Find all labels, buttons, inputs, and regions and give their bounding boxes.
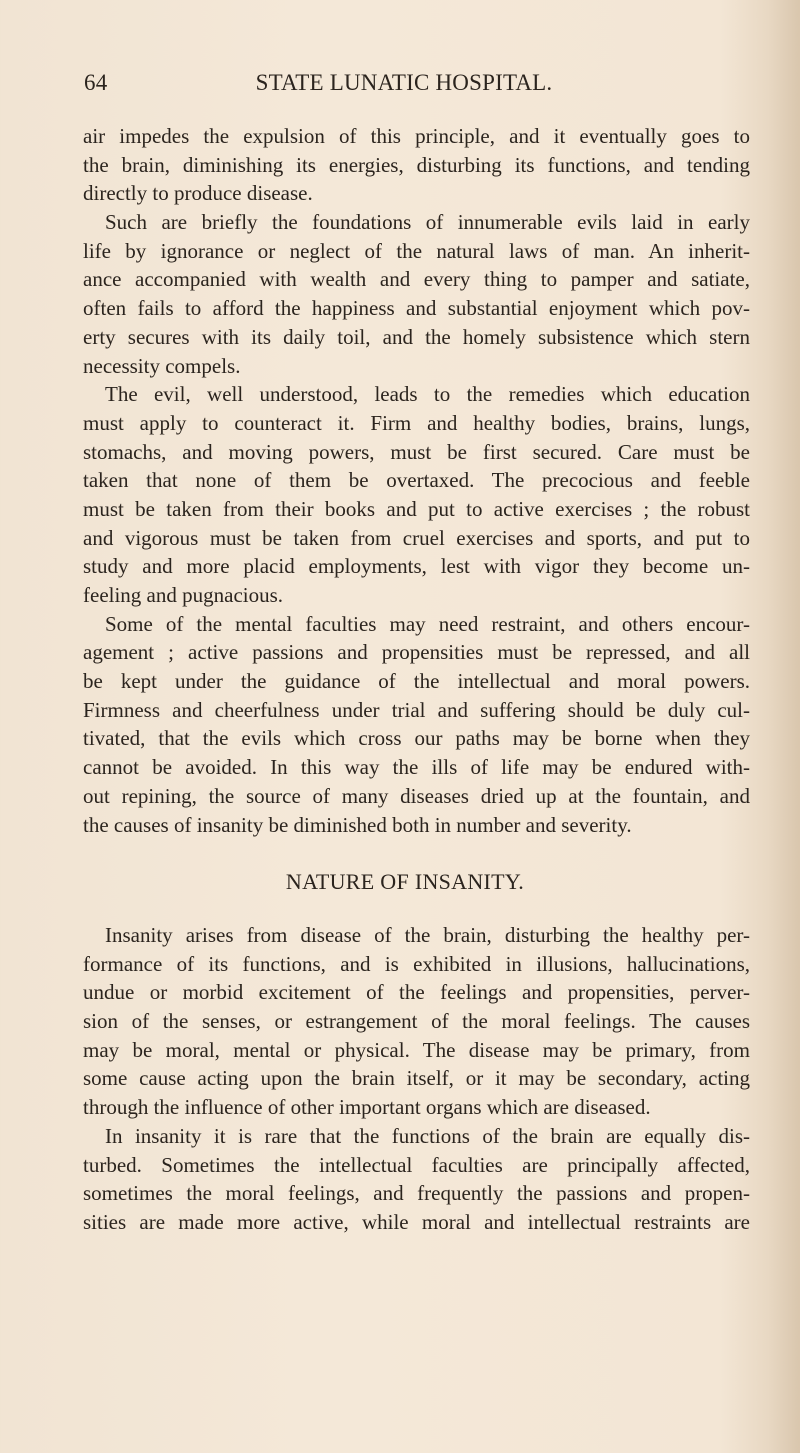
text-line: Insanity arises from disease of the brain, disturbing the healthy per-	[105, 923, 750, 947]
text-line: often fails to afford the happiness and substantial enjoyment which pov-	[83, 296, 750, 321]
paragraph	[83, 380, 750, 610]
text-line: air impedes the expulsion of this principle, and it eventually goes to	[83, 124, 750, 148]
text-line: life by ignorance or neglect of the natural laws of man. An inherit-	[83, 238, 750, 263]
text-line: cannot be avoided. In this way the ills of life may be endured with-	[83, 755, 750, 780]
text-line: stomachs, and moving powers, must be first secured. Care must be	[83, 439, 750, 464]
text-line: the brain, diminishing its energies, disturbing its functions, and tending	[83, 152, 750, 177]
text-block-after-heading	[83, 921, 750, 1237]
text-line: erty secures with its daily toil, and the homely subsistence which stern	[83, 324, 750, 349]
text-line: undue or morbid excitement of the feelings and propensities, perver-	[83, 980, 750, 1005]
text-line: directly to produce disease.	[83, 181, 313, 206]
section-heading: NATURE OF INSANITY.	[285, 869, 525, 894]
paragraph	[83, 208, 750, 380]
text-line: some cause acting upon the brain itself, or it may be secondary, acting	[83, 1066, 750, 1091]
page-number: 64	[84, 70, 108, 95]
text-line: be kept under the guidance of the intellectual and moral powers.	[83, 669, 750, 694]
text-line: sities are made more active, while moral and intellectual restraints are	[83, 1209, 750, 1234]
text-line: agement ; active passions and propensities must be repressed, and all	[83, 640, 750, 665]
text-line: In insanity it is rare that the functions of the brain are equally dis-	[105, 1123, 750, 1148]
paragraph	[83, 921, 750, 1122]
text-line: feeling and pugnacious.	[83, 583, 284, 607]
text-line: may be moral, mental or physical. The disease may be primary, from	[83, 1037, 750, 1062]
running-title: STATE LUNATIC HOSPITAL.	[255, 70, 553, 95]
text-line: must be taken from their books and put to active exercises ; the robust	[83, 496, 750, 521]
text-block-before-heading	[83, 122, 750, 839]
text-line: through the influence of other important organs which are diseased.	[83, 1095, 651, 1120]
text-line: out repining, the source of many diseases dried up at the fountain, and	[83, 783, 750, 808]
text-line: Firmness and cheerfulness under trial and suffering should be duly cul-	[83, 697, 750, 722]
text-line: and vigorous must be taken from cruel exercises and sports, and put to	[83, 525, 750, 550]
text-line: study and more placid employments, lest with vigor they become un-	[83, 554, 750, 579]
text-line: the causes of insanity be diminished both in number and severity.	[83, 812, 632, 837]
text-line: tivated, that the evils which cross our paths may be borne when they	[83, 726, 750, 751]
text-line: sion of the senses, or estrangement of the moral feelings. The causes	[83, 1009, 750, 1034]
text-line: ance accompanied with wealth and every thing to pamper and satiate,	[83, 267, 750, 292]
text-line: necessity compels.	[83, 353, 241, 378]
text-line: turbed. Sometimes the intellectual faculties are principally affected,	[83, 1152, 750, 1177]
text-line: The evil, well understood, leads to the remedies which education	[105, 382, 750, 407]
text-line: formance of its functions, and is exhibited in illusions, hallucinations,	[83, 951, 750, 976]
paragraph	[83, 122, 750, 208]
paragraph	[83, 1122, 750, 1237]
text-line: taken that none of them be overtaxed. The precocious and feeble	[83, 468, 750, 493]
text-line: Such are briefly the foundations of innumerable evils laid in early	[105, 210, 750, 235]
text-line: Some of the mental faculties may need restraint, and others encour-	[105, 611, 750, 636]
paragraph	[83, 610, 750, 840]
text-line: sometimes the moral feelings, and frequently the passions and propen-	[83, 1181, 750, 1206]
text-line: must apply to counteract it. Firm and healthy bodies, brains, lungs,	[83, 410, 750, 435]
